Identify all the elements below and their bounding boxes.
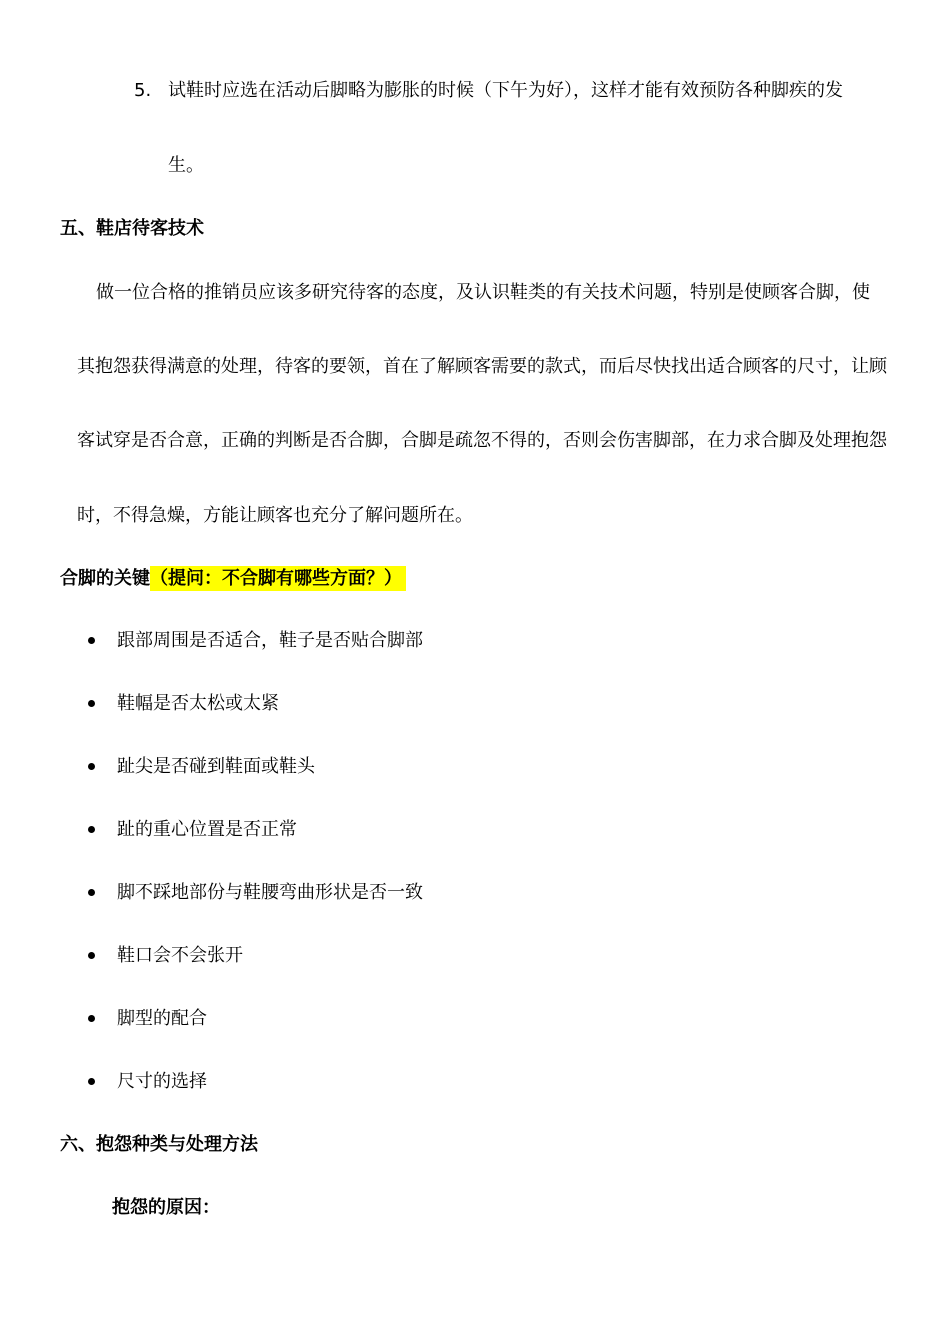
bullet-icon bbox=[88, 889, 95, 896]
paragraph-line: 做一位合格的推销员应该多研究待客的态度，及认识鞋类的有关技术问题，特别是使顾客合脚，使 bbox=[96, 282, 870, 303]
list-item-text: 跟部周围是否适合，鞋子是否贴合脚部 bbox=[117, 630, 423, 651]
list-item-text: 趾尖是否碰到鞋面或鞋头 bbox=[117, 756, 315, 777]
bullet-icon bbox=[88, 637, 95, 644]
list-item-text: 鞋口会不会张开 bbox=[117, 945, 243, 966]
bullet-icon bbox=[88, 763, 95, 770]
item5-text-line1: 试鞋时应选在活动后脚略为膨胀的时候（下午为好），这样才能有效预防各种脚疾的发 bbox=[168, 80, 843, 101]
list-item-text: 尺寸的选择 bbox=[117, 1071, 207, 1092]
fit-heading-highlight: （提问：不合脚有哪些方面？） bbox=[150, 566, 406, 591]
subheading-complaint-causes: 抱怨的原因： bbox=[112, 1197, 220, 1218]
list-item-text: 脚不踩地部份与鞋腰弯曲形状是否一致 bbox=[117, 882, 423, 903]
bullet-icon bbox=[88, 952, 95, 959]
list-item-text: 趾的重心位置是否正常 bbox=[117, 819, 297, 840]
paragraph-line: 客试穿是否合意，正确的判断是否合脚，合脚是疏忽不得的，否则会伤害脚部，在力求合脚及处理抱怨 bbox=[77, 430, 887, 451]
list-item-text: 脚型的配合 bbox=[117, 1008, 207, 1029]
list-item-text: 鞋幅是否太松或太紧 bbox=[117, 693, 279, 714]
fit-heading-title: 合脚的关键 bbox=[60, 568, 150, 589]
section-heading-5: 五、鞋店待客技术 bbox=[60, 218, 204, 239]
bullet-icon bbox=[88, 700, 95, 707]
bullet-icon bbox=[88, 826, 95, 833]
section-heading-6: 六、抱怨种类与处理方法 bbox=[60, 1134, 258, 1155]
item5-text-line2: 生。 bbox=[168, 155, 204, 176]
paragraph-line: 其抱怨获得满意的处理，待客的要领，首在了解顾客需要的款式，而后尽快找出适合顾客的尺寸，让顾 bbox=[77, 356, 887, 377]
fit-heading bbox=[60, 567, 406, 591]
paragraph-line: 时，不得急燥，方能让顾客也充分了解问题所在。 bbox=[77, 505, 473, 526]
list-number: 5. bbox=[134, 80, 152, 101]
bullet-icon bbox=[88, 1015, 95, 1022]
bullet-icon bbox=[88, 1078, 95, 1085]
